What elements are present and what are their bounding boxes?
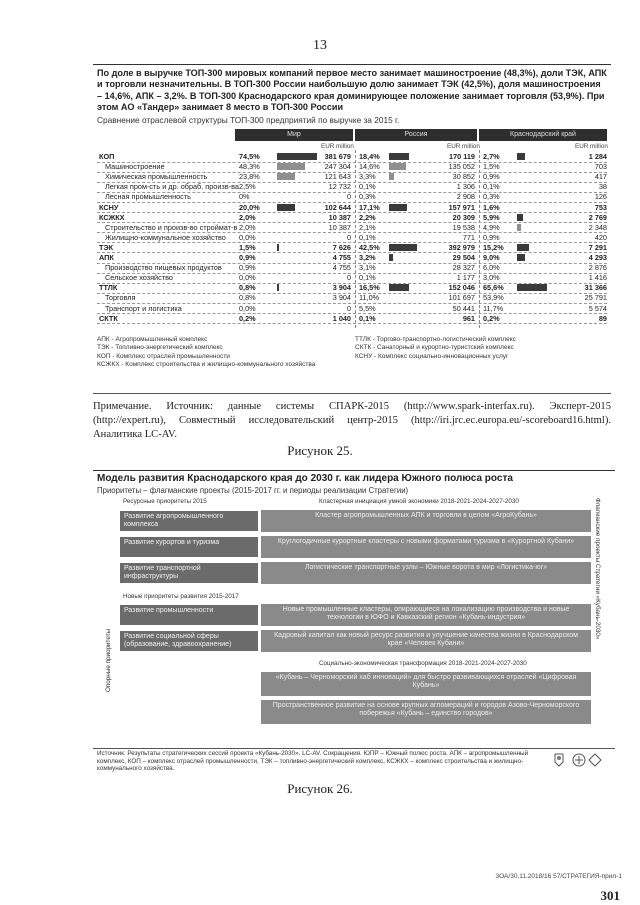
flagship-box: Новые промышленные кластеры, опирающиеся на локализацию производства и новые технологии в ЮФО и Кавказский регион «Кубань-индустрия» [261, 604, 591, 626]
share-percent: 48,3% [239, 162, 260, 172]
share-bar [389, 254, 393, 261]
sector-label: Торговля [105, 293, 136, 303]
revenue-value: 4 755 [332, 263, 351, 273]
sector-label: КСНУ [99, 202, 119, 212]
section-label: Ресурсные приоритеты 2015 [123, 498, 207, 505]
page-number-bottom: 301 [600, 888, 620, 903]
share-percent: 53,9% [483, 293, 504, 303]
share-percent: 0,9% [239, 253, 256, 262]
flagship-box: Пространственное развитие на основе крупных агломераций и городов Азово-Черноморского побережья «Кубань – единство городов» [261, 700, 591, 724]
share-percent: 3,2% [359, 253, 376, 262]
sector-row [93, 283, 611, 292]
sector-label: Машиностроение [105, 162, 165, 172]
sector-label: Транспорт и логистика [105, 303, 182, 313]
revenue-value: 381 679 [324, 152, 351, 161]
revenue-value: 417 [594, 172, 607, 182]
share-percent: 74,5% [239, 152, 260, 161]
unit-label-russia: EUR million [447, 143, 480, 150]
emblem-icons [551, 752, 605, 768]
flagship-box: Кадровый капитал как новый ресурс развития и улучшение качества жизни в Краснодарском крае «Человек Кубани» [261, 630, 591, 652]
share-bar [277, 244, 279, 251]
share-percent: 1,5% [483, 162, 500, 172]
flagship-box: Кластер агропромышленных АПК и торговли в целом «АгроКубань» [261, 510, 591, 532]
revenue-value: 703 [594, 162, 607, 172]
share-percent: 0,1% [359, 313, 376, 323]
revenue-value: 10 387 [328, 212, 351, 222]
figure-top-border [93, 470, 615, 471]
revenue-value: 5 574 [588, 303, 607, 313]
share-percent: 0,3% [483, 192, 500, 202]
sector-row [93, 304, 611, 313]
share-bar [389, 173, 394, 180]
share-bar [517, 244, 529, 251]
sector-label: АПК [99, 253, 114, 262]
share-percent: 0,0% [239, 273, 256, 283]
revenue-value: 247 304 [324, 162, 351, 172]
legend-item: КСНУ - Комплекс социально-инновационных услуг [355, 352, 509, 360]
share-percent: 18,4% [359, 152, 380, 161]
coat-of-arms-icon [555, 754, 563, 766]
share-percent: 4,9% [483, 222, 500, 232]
share-percent: 14,6% [359, 162, 380, 172]
flagship-box: Логистические транспортные узлы – Южные ворота в мир «Логистика-юг» [261, 562, 591, 584]
revenue-value: 38 [598, 182, 607, 192]
legend-right [355, 336, 516, 361]
document-code: 3ОА/30.11.2018/16 57/СТРАТЕГИЯ-прил-1 [495, 873, 622, 880]
share-percent: 65,6% [483, 283, 504, 293]
figure-subheading: Сравнение отраслевой структуры ТОП-300 предприятий по выручке за 2015 г. [97, 115, 400, 125]
figure-top-border [93, 64, 611, 65]
share-bar [517, 153, 525, 160]
figure-25 [93, 64, 611, 394]
sector-row [93, 263, 611, 272]
share-percent: 0,1% [359, 273, 376, 283]
revenue-value: 4 293 [588, 253, 607, 262]
share-percent: 16,5% [359, 283, 380, 293]
legend-item: ТТЛК - Торгово-транспортно-логистический комплекс [355, 336, 516, 343]
column-header-world: Мир [235, 129, 353, 141]
share-percent: 6,0% [483, 263, 500, 273]
share-bar [517, 224, 521, 231]
share-percent: 3,3% [359, 172, 376, 182]
share-bar [389, 153, 409, 160]
share-percent: 0,9% [483, 172, 500, 182]
share-percent: 0,1% [359, 232, 376, 242]
sector-label: Сельское хозяйство [105, 273, 173, 283]
legend-left [97, 336, 315, 369]
revenue-value: 420 [594, 232, 607, 242]
sector-row [93, 273, 611, 282]
figure-title: Модель развития Краснодарского края до 2030 г. как лидера Южного полюса роста [97, 473, 513, 484]
section-label: Социально-экономическая трансформация 2018-2021-2024-2027-2030 [319, 660, 527, 667]
sector-row [93, 314, 611, 323]
revenue-value: 771 [462, 232, 475, 242]
revenue-value: 0 [346, 192, 351, 202]
priority-box: Развитие транспортной инфраструктуры [119, 562, 259, 584]
share-percent: 3,0% [483, 273, 500, 283]
share-percent: 42,5% [359, 242, 380, 252]
revenue-value: 3 904 [332, 293, 351, 303]
sector-label: СКТК [99, 313, 118, 323]
share-percent: 5,5% [359, 303, 376, 313]
priority-box: Развитие агропромышленного комплекса [119, 510, 259, 532]
revenue-value: 20 309 [452, 212, 475, 222]
share-bar [517, 254, 525, 261]
sector-row [93, 253, 611, 262]
share-percent: 11,0% [359, 293, 380, 303]
sector-label: Химическая промышленность [105, 172, 208, 182]
share-bar [389, 204, 407, 211]
legend-item: КОП - Комплекс отраслей промышленности [97, 352, 230, 360]
sector-row [93, 182, 611, 191]
legend-item: СКТК - Санаторный и курортно-туристский комплекс [355, 344, 514, 352]
flagship-box: Круглогодичные курортные кластеры с новыми форматами туризма в «Курортной Кубани» [261, 536, 591, 558]
revenue-value: 12 732 [328, 182, 351, 192]
revenue-value: 2 348 [588, 222, 607, 232]
share-percent: 5,9% [483, 212, 500, 222]
column-header-krasnodar: Краснодарский край [479, 129, 607, 141]
revenue-value: 7 626 [332, 242, 351, 252]
sector-label: Легкая пром-сть и др. обраб. произв-ва [105, 182, 239, 192]
figure-25-note: Примечание. Источник: данные системы СПАРК-2015 (http://www.spark-interfax.ru). Эксперт-2015 (http://expert.ru), Совместный исследовательский центр-2015 (http://iri.jrc.ec.europa.eu/-scoreboard16.html). Аналитика LC-AV. [93, 401, 611, 440]
sector-label: Строительство и произв-во строймат-в [105, 222, 238, 232]
share-percent: 0,0% [239, 303, 256, 313]
revenue-value: 961 [462, 313, 475, 323]
share-percent: 0,9% [483, 232, 500, 242]
revenue-value: 2 908 [456, 192, 475, 202]
sector-row [93, 233, 611, 242]
revenue-value: 102 644 [324, 202, 351, 212]
figure-subtitle: Приоритеты – флагманские проекты (2015-2017 гг. и периоды реализации Стратегии) [97, 486, 409, 495]
figure-bottom-border [93, 748, 615, 749]
sector-label: Лесная промышленность [105, 192, 191, 202]
sector-row [93, 203, 611, 212]
share-percent: 2,5% [239, 182, 256, 192]
revenue-value: 1 284 [588, 152, 607, 161]
sector-row [93, 172, 611, 181]
share-percent: 0,1% [359, 182, 376, 192]
share-percent: 0,8% [239, 283, 256, 293]
sector-label: Производство пищевых продуктов [105, 263, 222, 273]
row-divider [97, 323, 607, 324]
figure-26-source: Источник: Результаты стратегических сессий проекта «Кубань-2030». LC-AV. Сокращения. ЮПР – Южный полюс роста, АПК – агропромышленный комплекс, КОП – комплекс отраслей промышленности, ТЭК – топливно-энергетический комплекс, КСЖКХ – комплекс строительства и жилищно-коммунального хозяйства. [97, 750, 529, 773]
revenue-value: 0 [346, 273, 351, 283]
vertical-label-left: Опорные приоритеты [105, 628, 112, 692]
share-percent: 3,1% [359, 263, 376, 273]
share-percent: 2,2% [359, 212, 376, 222]
share-percent: 9,0% [483, 253, 500, 262]
revenue-value: 29 504 [452, 253, 475, 262]
share-percent: 17,1% [359, 202, 380, 212]
share-percent: 0,2% [239, 313, 256, 323]
legend-item: ТЭК - Топливно-энергетический комплекс [97, 344, 223, 352]
share-percent: 0,1% [483, 182, 500, 192]
unit-label-krasnodar: EUR million [575, 143, 608, 150]
revenue-value: 7 291 [588, 242, 607, 252]
revenue-value: 753 [594, 202, 607, 212]
share-percent: 0,9% [239, 263, 256, 273]
revenue-value: 1 306 [456, 182, 475, 192]
revenue-value: 50 441 [452, 303, 475, 313]
share-bar [277, 173, 295, 180]
priority-box: Развитие курортов и туризма [119, 536, 259, 558]
revenue-value: 25 791 [584, 293, 607, 303]
share-percent: 1,5% [239, 242, 256, 252]
revenue-value: 101 697 [448, 293, 475, 303]
revenue-value: 157 971 [448, 202, 475, 212]
share-percent: 15,2% [483, 242, 504, 252]
revenue-value: 135 052 [448, 162, 475, 172]
share-percent: 11,7% [483, 303, 504, 313]
sector-row [93, 152, 611, 161]
legend-item: КСЖКХ - Комплекс строительства и жилищно-коммунального хозяйства [97, 360, 316, 368]
section-label: Новые приоритеты развития 2015-2017 [123, 593, 239, 600]
sector-row [93, 162, 611, 171]
revenue-value: 170 119 [449, 152, 475, 161]
sector-row [93, 223, 611, 232]
share-percent: 2,7% [483, 152, 500, 161]
figure-headline: По доле в выручке ТОП-300 мировых компаний первое место занимает машиностроение (48,3%), доли ТЭК, АПК и торговли незначительны. В ТОП-300 России наибольшую долю занимает ТЭК (42,5%), доля машиностроения – 14,6%, АПК – 3,2%. В ТОП-300 Краснодарского края доминирующее положение занимает торговля (53,9%). При этом АО «Тандер» занимает 8 место в ТОП-300 России [97, 68, 607, 112]
revenue-value: 152 046 [448, 283, 475, 293]
revenue-value: 1 416 [588, 273, 607, 283]
share-percent: 0,0% [239, 232, 256, 242]
share-bar [389, 284, 409, 291]
emblem-icon [589, 754, 601, 766]
revenue-value: 4 755 [332, 253, 351, 262]
revenue-value: 126 [594, 192, 607, 202]
priority-box: Развитие социальной сферы (образование, здравоохранение) [119, 630, 259, 652]
revenue-value: 89 [598, 313, 607, 323]
revenue-value: 392 979 [448, 242, 475, 252]
section-label: Кластерная инициация умной экономики 2018-2021-2024-2027-2030 [319, 498, 519, 505]
share-percent: 23,8% [239, 172, 260, 182]
share-percent: 0% [239, 192, 250, 202]
priority-box: Развитие промышленности [119, 604, 259, 626]
revenue-value: 3 904 [332, 283, 351, 293]
revenue-value: 28 327 [452, 263, 475, 273]
sector-label: ТЭК [99, 242, 114, 252]
revenue-value: 0 [346, 303, 351, 313]
sector-label: КОП [99, 152, 115, 161]
share-bar [389, 163, 406, 170]
share-percent: 2,1% [359, 222, 376, 232]
revenue-value: 19 538 [452, 222, 475, 232]
sector-label: ТТЛК [99, 283, 118, 293]
sector-label: Жилищно-коммунальное хозяйство [105, 232, 226, 242]
share-percent: 2,0% [239, 222, 256, 232]
column-header-russia: Россия [355, 129, 477, 141]
revenue-value: 121 643 [324, 172, 351, 182]
sector-label: КСЖКХ [99, 212, 125, 222]
sector-row [93, 192, 611, 201]
share-bar [517, 284, 547, 291]
revenue-value: 31 366 [584, 283, 607, 293]
page-number: 13 [313, 38, 327, 53]
figure-26 [93, 470, 615, 773]
share-bar [277, 284, 279, 291]
sector-row [93, 213, 611, 222]
share-percent: 2,0% [239, 212, 256, 222]
figure-bottom-border [93, 393, 611, 394]
revenue-value: 10 387 [328, 222, 351, 232]
legend-item: АПК - Агропромышленный комплекс [97, 336, 208, 343]
figure-25-caption: Рисунок 25. [287, 443, 353, 458]
share-bar [517, 214, 523, 221]
revenue-value: 2 876 [588, 263, 607, 273]
revenue-value: 2 769 [588, 212, 607, 222]
share-bar [277, 204, 295, 211]
flagship-box: «Кубань – Черноморский хаб инноваций» для быстро развивающихся отраслей «Цифровая Кубань» [261, 672, 591, 696]
share-percent: 1,6% [483, 202, 500, 212]
figure-26-caption: Рисунок 26. [287, 781, 353, 796]
share-percent: 0,8% [239, 293, 256, 303]
share-bar [389, 244, 417, 251]
unit-label-world: EUR million [321, 143, 354, 150]
logo-icon [573, 754, 585, 766]
revenue-value: 0 [346, 232, 351, 242]
sector-row [93, 293, 611, 302]
revenue-value: 1 177 [456, 273, 475, 283]
sector-row [93, 243, 611, 252]
revenue-value: 30 852 [452, 172, 475, 182]
vertical-label-right: Флагманские проекты Стратегии «Кубань-2030» [594, 498, 601, 640]
share-percent: 20,0% [239, 202, 260, 212]
share-percent: 0,3% [359, 192, 376, 202]
revenue-value: 1 040 [332, 313, 351, 323]
share-percent: 0,2% [483, 313, 500, 323]
